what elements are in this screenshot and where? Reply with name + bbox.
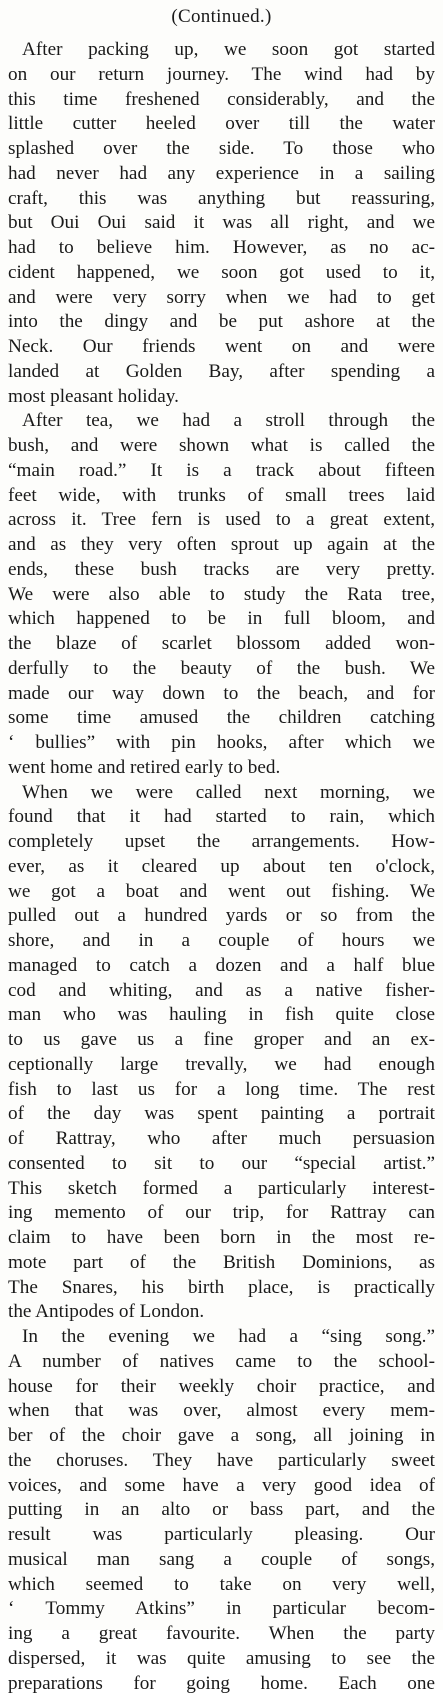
text-line: Neck. Our friends went on and were — [8, 335, 435, 360]
text-line: This sketch formed a particularly interest- — [8, 1177, 435, 1202]
text-line: consented to sit to our “special artist.” — [8, 1152, 435, 1177]
text-line: pulled out a hundred yards or so from the — [8, 904, 435, 929]
text-line: result was particularly pleasing. Our — [8, 1523, 435, 1548]
text-line: ber of the choir gave a song, all joining in — [8, 1424, 435, 1449]
text-line: craft, this was anything but reassuring, — [8, 187, 435, 212]
text-line: fish to last us for a long time. The rest — [8, 1078, 435, 1103]
text-line: cod and whiting, and as a native fisher- — [8, 979, 435, 1004]
text-line: of the day was spent painting a portrait — [8, 1102, 435, 1127]
text-line: voices, and some have a very good idea of — [8, 1474, 435, 1499]
text-line: the blaze of scarlet blossom added won- — [8, 632, 435, 657]
text-line: made our way down to the beach, and for — [8, 682, 435, 707]
text-line: little cutter heeled over till the water — [8, 112, 435, 137]
text-line: when that was over, almost every mem- — [8, 1399, 435, 1424]
text-line: had never had any experience in a sailing — [8, 162, 435, 187]
text-line: ceptionally large trevally, we had enough — [8, 1053, 435, 1078]
text-line: this time freshened considerably, and the — [8, 88, 435, 113]
text-line: A number of natives came to the school- — [8, 1350, 435, 1375]
text-line: ends, these bush tracks are very pretty. — [8, 558, 435, 583]
text-line: mote part of the British Dominions, as — [8, 1251, 435, 1276]
text-line: ‘ bullies” with pin hooks, after which we — [8, 731, 435, 756]
text-line: to us gave us a fine groper and an ex- — [8, 1028, 435, 1053]
text-line: the choruses. They have particularly sweet — [8, 1449, 435, 1474]
text-line: bush, and were shown what is called the — [8, 434, 435, 459]
text-line: musical man sang a couple of songs, — [8, 1548, 435, 1573]
text-line: feet wide, with trunks of small trees laid — [8, 484, 435, 509]
paragraph — [8, 1325, 435, 1696]
text-line: ing memento of our trip, for Rattray can — [8, 1201, 435, 1226]
article-body — [8, 38, 435, 1696]
text-line: We were also able to study the Rata tree, — [8, 583, 435, 608]
text-line: on our return journey. The wind had by — [8, 63, 435, 88]
text-line: The Snares, his birth place, is practically — [8, 1276, 435, 1301]
text-line: After tea, we had a stroll through the — [8, 409, 435, 434]
text-line: cident happened, we soon got used to it, — [8, 261, 435, 286]
text-line: derfully to the beauty of the bush. We — [8, 657, 435, 682]
text-line: putting in an alto or bass part, and the — [8, 1498, 435, 1523]
text-line: we got a boat and went out fishing. We — [8, 880, 435, 905]
text-line: shore, and in a couple of hours we — [8, 929, 435, 954]
text-line: most pleasant holiday. — [8, 385, 435, 410]
text-line: had to believe him. However, as no ac- — [8, 236, 435, 261]
paragraph — [8, 38, 435, 409]
text-line: When we were called next morning, we — [8, 781, 435, 806]
text-line: but Oui Oui said it was all right, and we — [8, 211, 435, 236]
text-line: dispersed, it was quite amusing to see the — [8, 1647, 435, 1672]
text-line: “main road.” It is a track about fifteen — [8, 459, 435, 484]
continued-heading: (Continued.) — [8, 2, 435, 32]
text-line: which happened to be in full bloom, and — [8, 607, 435, 632]
text-line: claim to have been born in the most re- — [8, 1226, 435, 1251]
text-line: ‘ Tommy Atkins” in particular becom- — [8, 1597, 435, 1622]
text-line: splashed over the side. To those who — [8, 137, 435, 162]
text-line: ever, as it cleared up about ten o'clock, — [8, 855, 435, 880]
text-line: After packing up, we soon got started — [8, 38, 435, 63]
text-line: some time amused the children catching — [8, 706, 435, 731]
text-line: which seemed to take on very well, — [8, 1573, 435, 1598]
paragraph — [8, 409, 435, 780]
text-line: preparations for going home. Each one — [8, 1672, 435, 1696]
text-line: and as they very often sprout up again at the — [8, 533, 435, 558]
text-line: went home and retired early to bed. — [8, 756, 435, 781]
text-line: house for their weekly choir practice, and — [8, 1375, 435, 1400]
text-line: found that it had started to rain, which — [8, 805, 435, 830]
text-line: into the dingy and be put ashore at the — [8, 310, 435, 335]
text-line: man who was hauling in fish quite close — [8, 1003, 435, 1028]
text-line: across it. Tree fern is used to a great extent, — [8, 508, 435, 533]
text-line: of Rattray, who after much persuasion — [8, 1127, 435, 1152]
text-line: ing a great favourite. When the party — [8, 1622, 435, 1647]
text-line: completely upset the arrangements. How- — [8, 830, 435, 855]
text-line: and were very sorry when we had to get — [8, 286, 435, 311]
paragraph — [8, 781, 435, 1326]
text-line: managed to catch a dozen and a half blue — [8, 954, 435, 979]
text-line: landed at Golden Bay, after spending a — [8, 360, 435, 385]
text-line: the Antipodes of London. — [8, 1300, 435, 1325]
text-line: In the evening we had a “sing song.” — [8, 1325, 435, 1350]
